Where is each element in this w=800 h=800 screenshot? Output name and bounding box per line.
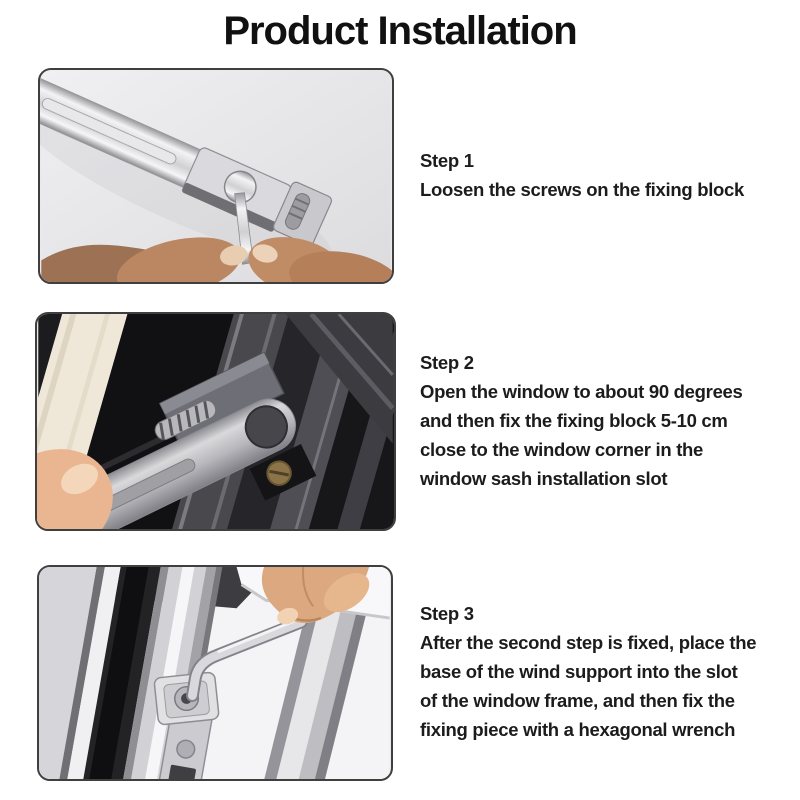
page-title: Product Installation bbox=[223, 9, 577, 53]
step-2-photo bbox=[35, 312, 396, 531]
step-3-description: After the second step is fixed, place the base of the wind support into the slot of the window frame, and then fix the fixing piece with a hexagonal wrench bbox=[420, 632, 757, 740]
fixing-piece bbox=[154, 672, 219, 725]
step-2-text bbox=[420, 348, 798, 493]
step-1-description: Loosen the screws on the fixing block bbox=[420, 179, 745, 200]
step-1-label: Step 1 bbox=[420, 150, 474, 171]
step-3-text bbox=[420, 599, 798, 744]
step-1-text bbox=[420, 146, 798, 204]
step-2-illustration bbox=[37, 314, 394, 529]
step-1-photo bbox=[38, 68, 394, 284]
step-3-photo bbox=[37, 565, 393, 781]
step-2-label: Step 2 bbox=[420, 352, 474, 373]
step-3-label: Step 3 bbox=[420, 603, 474, 624]
step-3-illustration bbox=[39, 567, 391, 779]
step-2-description: Open the window to about 90 degrees and then fix the fixing block 5-10 cm close to the window corner in the window sash installation slot bbox=[420, 381, 743, 489]
step-1-illustration bbox=[40, 70, 392, 282]
